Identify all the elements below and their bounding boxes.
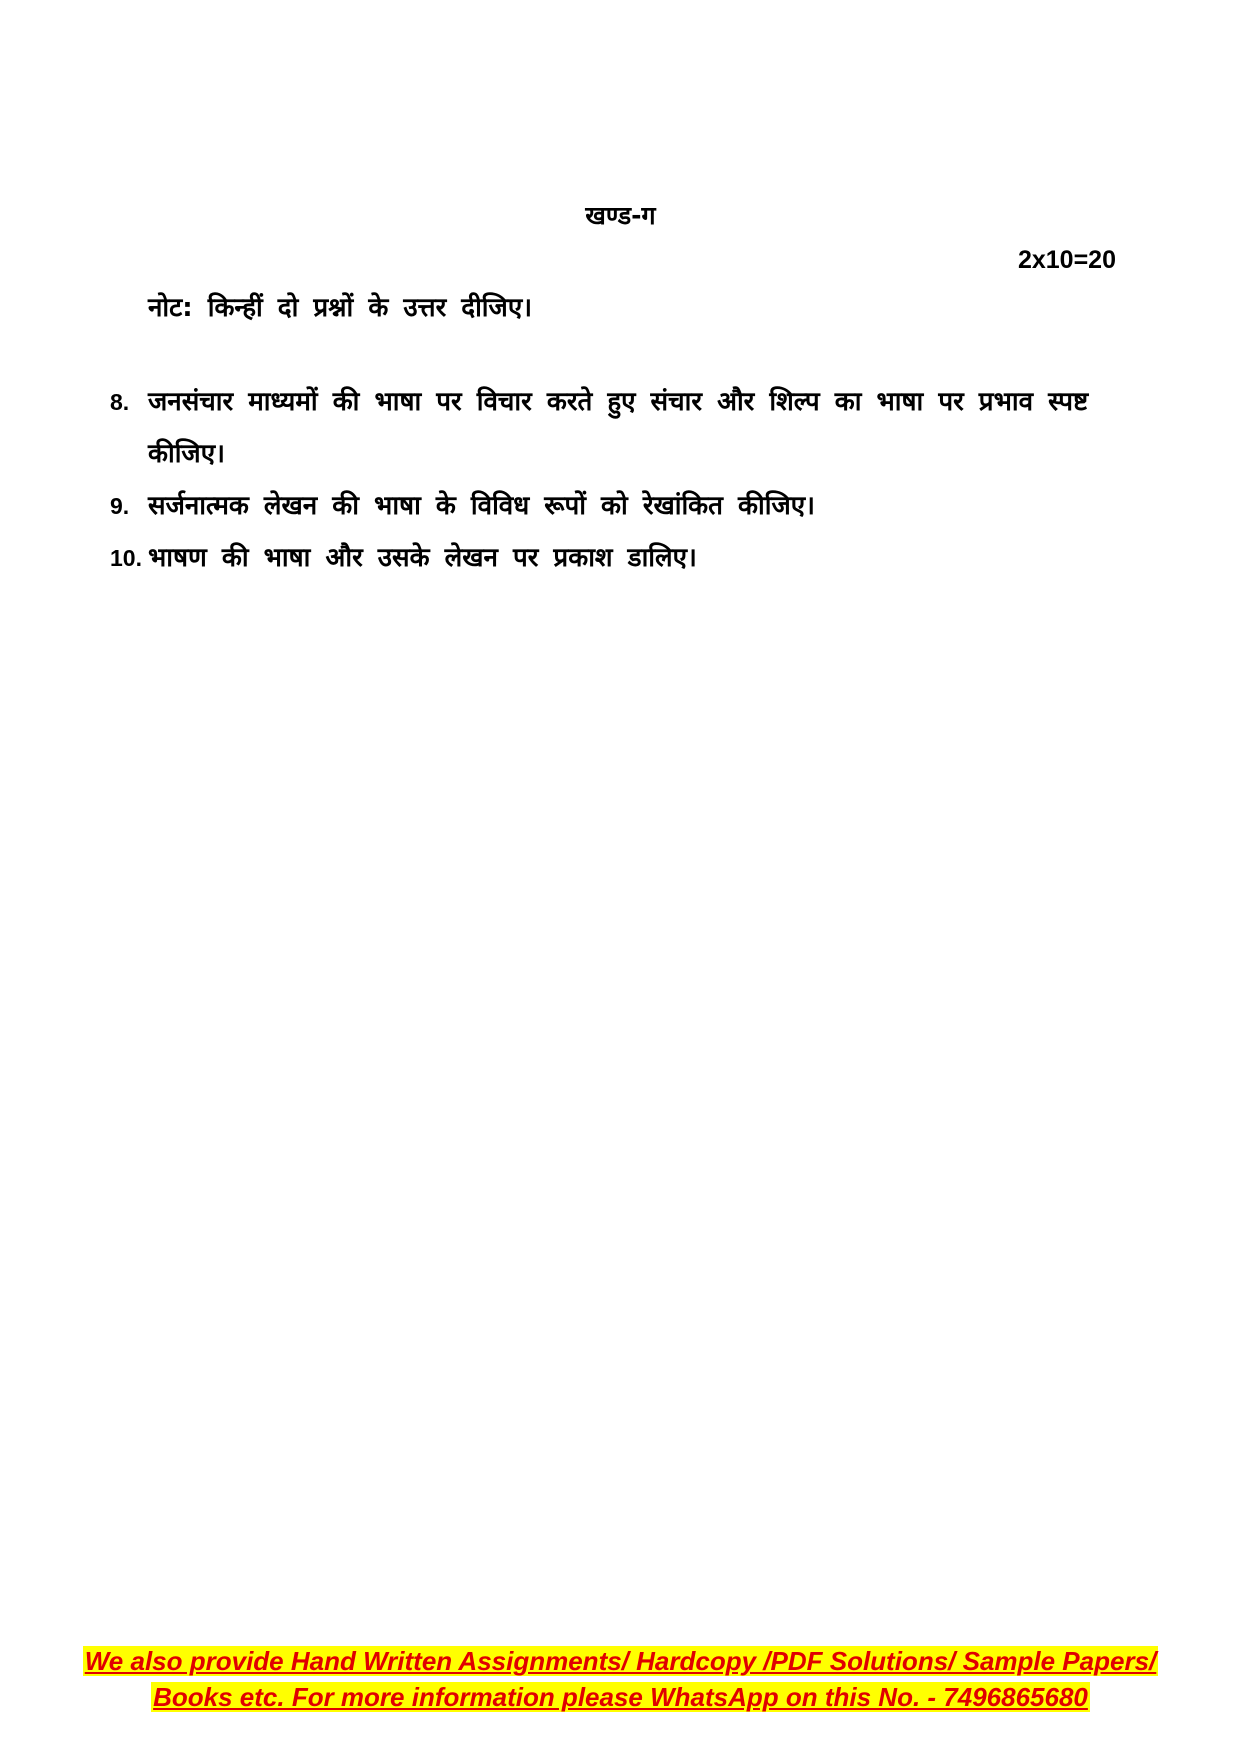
question-number: 10. [110, 545, 142, 571]
question-list [110, 376, 1110, 584]
question-number: 8. [110, 389, 130, 415]
instruction-note: नोट: किन्हीं दो प्रश्नों के उत्तर दीजिए। [148, 293, 533, 323]
question-text: जनसंचार माध्यमों की भाषा पर विचार करते हुए संचार और शिल्प का भाषा पर प्रभाव स्पष्ट कीजिए। [148, 387, 1089, 469]
question-item [110, 532, 1110, 584]
question-text: सर्जनात्मक लेखन की भाषा के विविध रूपों को रेखांकित कीजिए। [148, 491, 815, 521]
question-item [110, 376, 1110, 480]
question-item [110, 480, 1110, 532]
marks-label: 2x10=20 [1017, 246, 1116, 274]
section-heading: खण्ड-ग [585, 201, 656, 230]
promo-line-1: We also provide Hand Written Assignments/ Hardcopy /PDF Solutions/ Sample Papers/ [84, 1646, 1157, 1676]
question-number: 9. [110, 493, 130, 519]
promo-footer [0, 1643, 1241, 1715]
question-text: भाषण की भाषा और उसके लेखन पर प्रकाश डालिए। [148, 543, 697, 573]
promo-line-2: Books etc. For more information please WhatsApp on this No. - 7496865680 [153, 1682, 1088, 1712]
